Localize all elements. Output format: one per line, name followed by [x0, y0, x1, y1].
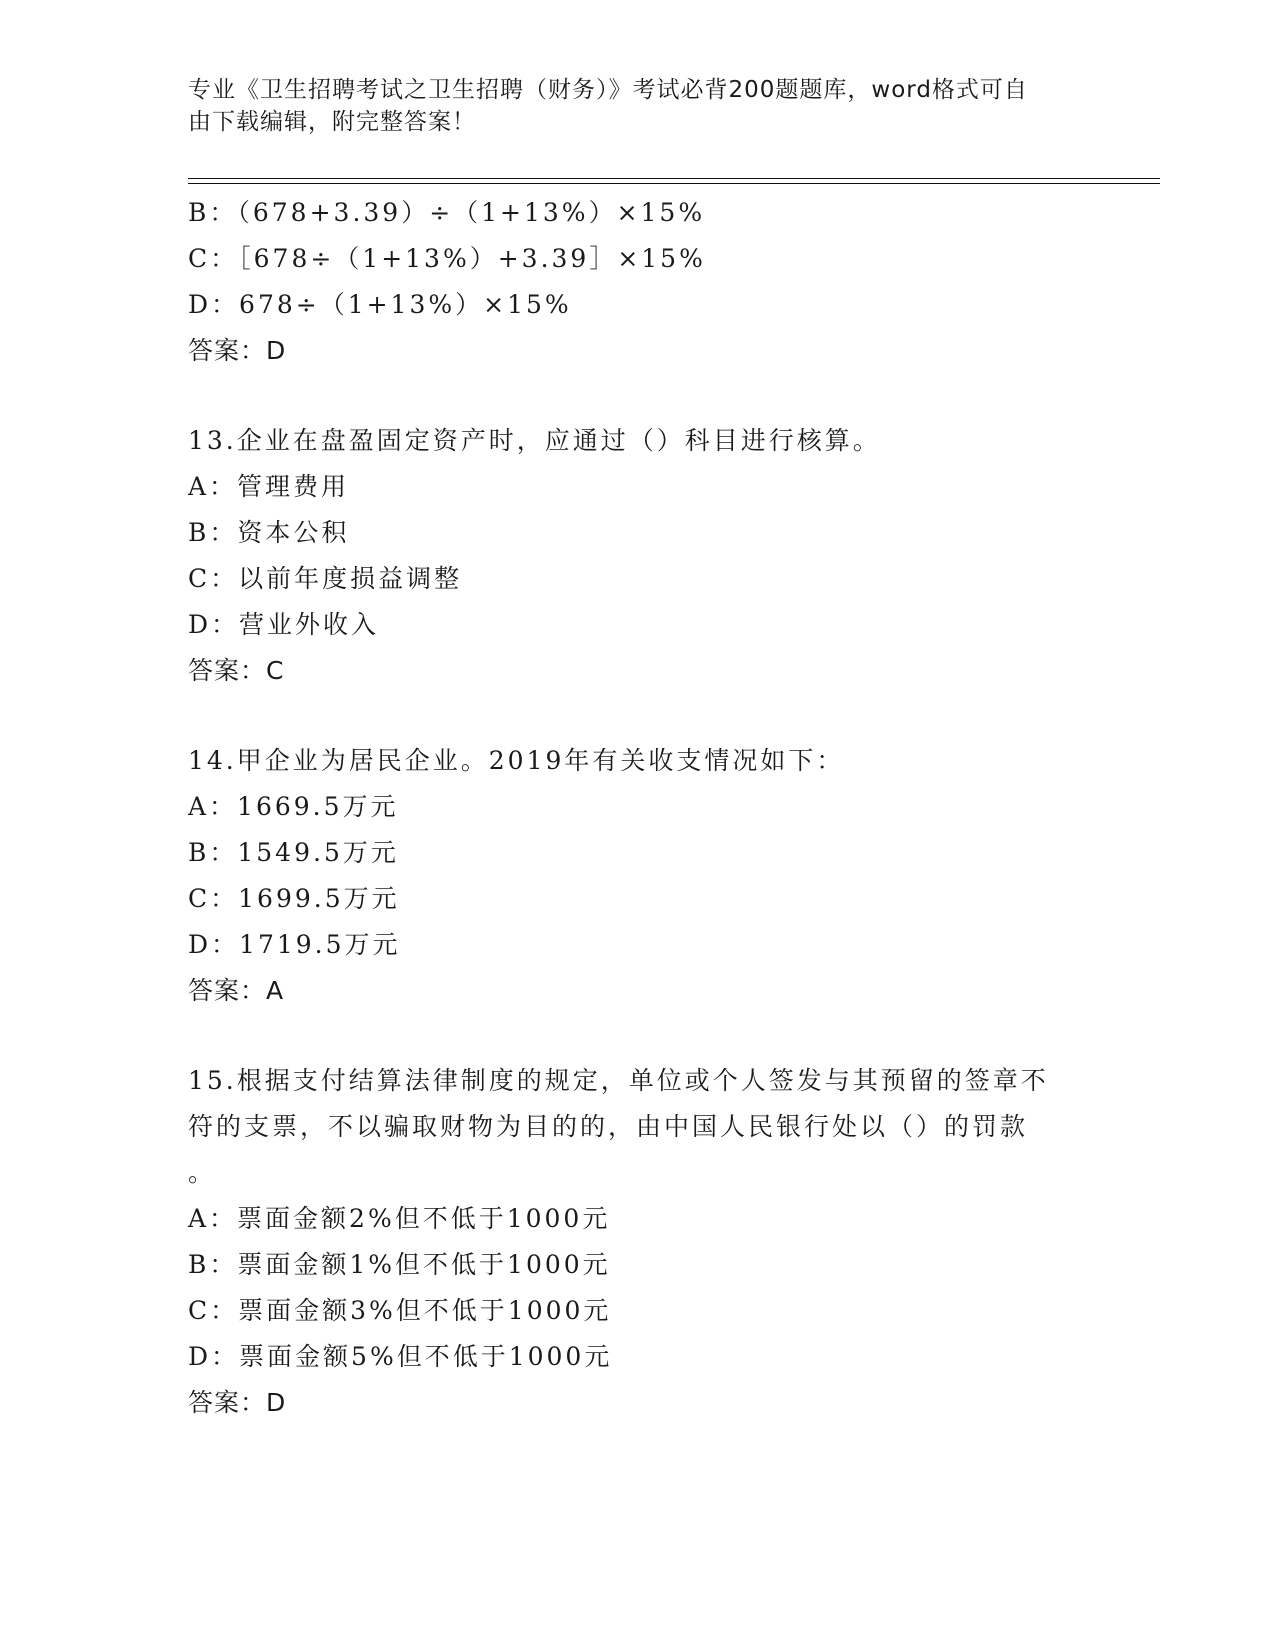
- question-stem-line-2: 符的支票，不以骗取财物为目的的，由中国人民银行处以（）的罚款: [188, 1112, 1029, 1141]
- question-15: [188, 1058, 1088, 1426]
- option-c: C：票面金额3%但不低于1000元: [188, 1296, 612, 1325]
- option-a: A：1669.5万元: [188, 792, 399, 821]
- document-header: [188, 74, 1068, 138]
- answer: 答案：C: [188, 656, 285, 685]
- option-a: A：票面金额2%但不低于1000元: [188, 1204, 611, 1233]
- option-c: C：以前年度损益调整: [188, 564, 463, 593]
- header-line-1: 专业《卫生招聘考试之卫生招聘（财务）》考试必背200题题库，word格式可自: [188, 77, 1028, 103]
- question-stem-line-1: 15.根据支付结算法律制度的规定，单位或个人签发与其预留的签章不: [188, 1066, 1049, 1095]
- option-d: D：678÷（1+13%）×15%: [188, 290, 572, 319]
- option-a: A：管理费用: [188, 472, 350, 501]
- spacer: [188, 374, 1088, 418]
- option-b: B：1549.5万元: [188, 838, 399, 867]
- question-stem: 14.甲企业为居民企业。2019年有关收支情况如下：: [188, 746, 845, 775]
- option-b: B：（678+3.39）÷（1+13%）×15%: [188, 198, 706, 227]
- question-list: [188, 190, 1088, 1426]
- question-13: [188, 418, 1088, 694]
- header-divider-bottom: [188, 183, 1160, 184]
- spacer: [188, 1014, 1088, 1058]
- option-c: C：1699.5万元: [188, 884, 400, 913]
- answer: 答案：D: [188, 1388, 287, 1417]
- option-d: D：营业外收入: [188, 610, 380, 639]
- question-14: [188, 738, 1088, 1014]
- answer: 答案：A: [188, 976, 285, 1005]
- question-12: [188, 190, 1088, 374]
- answer: 答案：D: [188, 336, 287, 365]
- option-d: D：1719.5万元: [188, 930, 401, 959]
- question-stem: 13.企业在盘盈固定资产时，应通过（）科目进行核算。: [188, 426, 881, 455]
- header-line-2: 由下载编辑，附完整答案！: [188, 109, 476, 135]
- header-divider-top: [188, 178, 1160, 179]
- option-d: D：票面金额5%但不低于1000元: [188, 1342, 613, 1371]
- option-c: C：［678÷（1+13%）+3.39］×15%: [188, 244, 706, 273]
- option-b: B：资本公积: [188, 518, 350, 547]
- option-b: B：票面金额1%但不低于1000元: [188, 1250, 611, 1279]
- spacer: [188, 694, 1088, 738]
- question-stem-line-3: 。: [188, 1158, 214, 1187]
